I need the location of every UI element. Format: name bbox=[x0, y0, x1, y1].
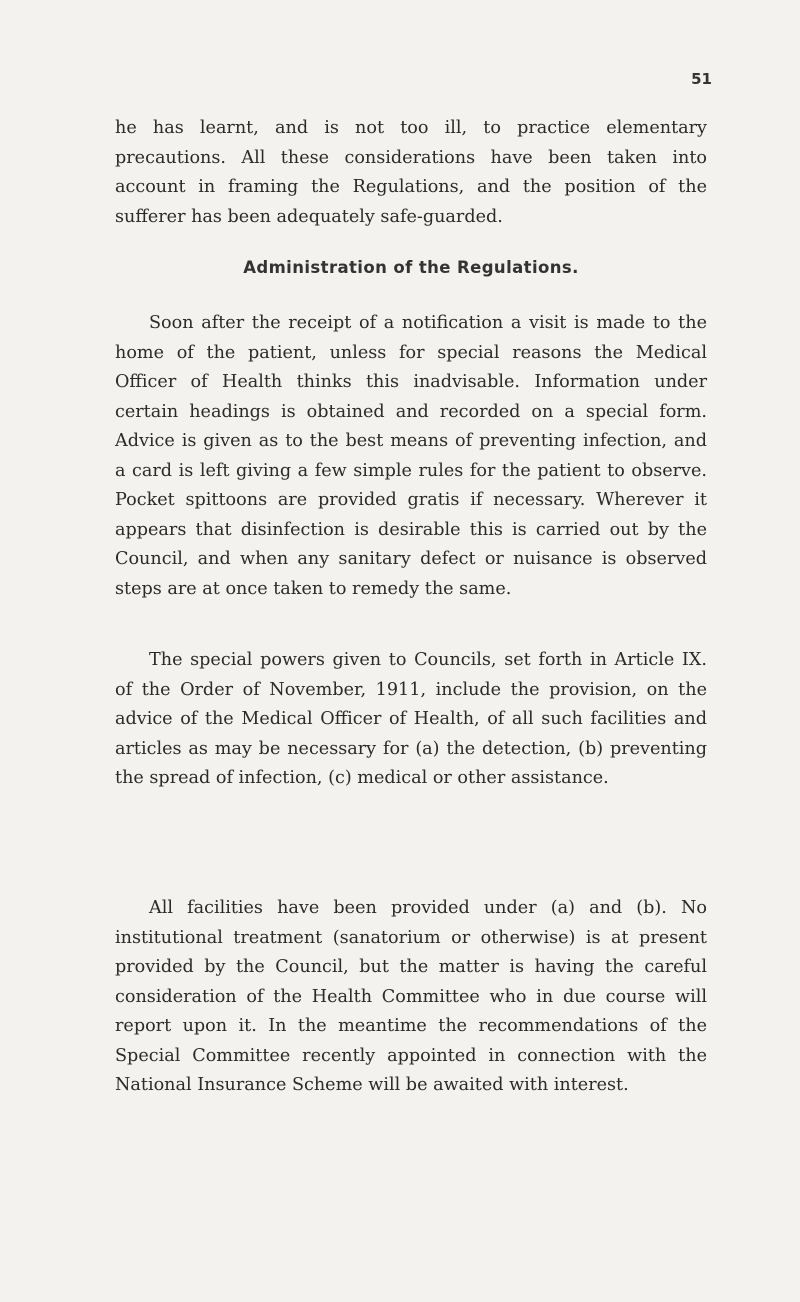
paragraph-special-powers: The special powers given to Councils, set forth in Article IX. of the Order of November, 1911, include the provision, on the advice of the Medical Officer of Health, of all such facilities and articles as may be necessary for (a) the detection, (b) preventing the spread of infection, (c) medical or other assistance. bbox=[115, 650, 707, 788]
paragraph-facilities-provided: All facilities have been provided under (a) and (b). No institutional treatment (sanatorium or otherwise) is at present provided by the Council, but the matter is having the careful consideration of the Health Committee who in due course will report upon it. In the meantime the recommendations of the Special Committee recently appointed in connection with the National Insurance Scheme will be awaited with interest. bbox=[115, 898, 707, 1095]
page-number: 51 bbox=[691, 70, 712, 88]
paragraph-notification-visit: Soon after the receipt of a notification a visit is made to the home of the patient, unless for special reasons the Medical Officer of Health thinks this inadvisable. Information under certain headings is obtained and recorded on a special form. Advice is given as to the best means of preventing infection, and a card is left giving a few simple rules for the patient to observe. Pocket spittoons are provided gratis if necessary. Wherever it appears that disinfection is desirable this is carried out by the Council, and when any sanitary defect or nuisance is observed steps are at once taken to remedy the same. bbox=[115, 313, 707, 599]
section-heading: Administration of the Regulations. bbox=[243, 258, 579, 277]
paragraph-continuation: he has learnt, and is not too ill, to practice elementary precautions. All these considerations have been taken into account in framing the Regulations, and the position of the sufferer has been adequately safe-guarded. bbox=[115, 118, 707, 227]
